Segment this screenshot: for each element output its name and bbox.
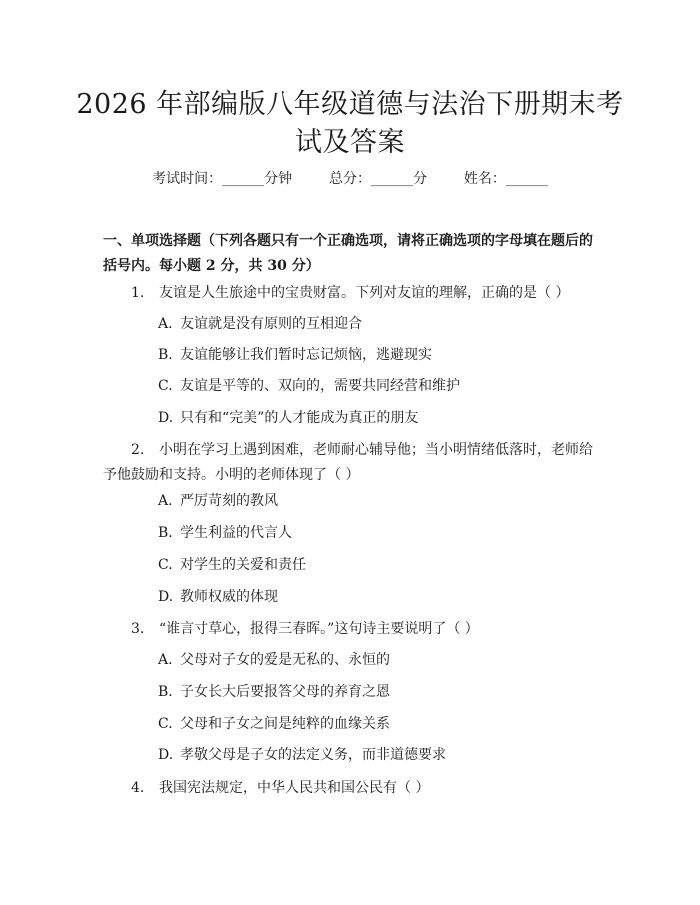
option-letter: D. [158, 410, 174, 426]
option-letter: A. [158, 652, 173, 668]
exam-time-field: 考试时间：______分钟 [152, 171, 293, 187]
document-title-line1: 2026 年部编版八年级道德与法治下册期末考 [76, 89, 624, 120]
question-3-option-c [158, 713, 390, 735]
question-1-option-c [158, 375, 460, 397]
question-1-option-d [158, 407, 418, 429]
question-1-option-a [158, 313, 362, 335]
question-number: 1. [131, 285, 145, 301]
option-text: 友谊就是没有原则的互相迎合 [180, 316, 362, 332]
option-letter: D. [158, 589, 174, 605]
option-text: 严厉苛刻的教风 [180, 493, 278, 509]
option-text: 对学生的关爱和责任 [180, 557, 306, 573]
option-text: 子女长大后要报答父母的养育之恩 [180, 684, 390, 700]
document-title-line2: 试及答案 [295, 127, 405, 158]
question-text: “谁言寸草心，报得三春晖。”这句诗主要说明了（ ） [159, 621, 479, 637]
option-letter: C. [158, 716, 173, 732]
question-text: 小明在学习上遇到困难，老师耐心辅导他；当小明情绪低落时，老师给予他鼓励和支持。小明的老师体现了（ ） [103, 442, 593, 483]
question-number: 3. [131, 621, 145, 637]
option-text: 友谊能够让我们暂时忘记烦恼，逃避现实 [180, 347, 432, 363]
question-4-stem [103, 776, 600, 801]
question-2-option-a [158, 490, 278, 512]
total-score-field: 总分：______分 [329, 171, 427, 187]
question-3-stem [103, 617, 600, 642]
option-letter: A. [158, 316, 173, 332]
question-1-stem [103, 281, 600, 306]
option-letter: B. [158, 684, 173, 700]
question-2-option-d [158, 586, 278, 608]
option-text: 父母和子女之间是纯粹的血缘关系 [180, 716, 390, 732]
question-3-option-d [158, 744, 446, 766]
question-3-option-b [158, 681, 390, 703]
option-text: 友谊是平等的、双向的，需要共同经营和维护 [180, 378, 460, 394]
option-letter: B. [158, 347, 173, 363]
question-text: 我国宪法规定，中华人民共和国公民有（ ） [159, 780, 430, 796]
option-text: 学生利益的代言人 [180, 525, 292, 541]
student-name-field: 姓名：______ [463, 171, 548, 187]
question-2-stem [103, 438, 600, 488]
question-1-option-b [158, 344, 432, 366]
option-text: 父母对子女的爱是无私的、永恒的 [180, 652, 390, 668]
question-2-option-c [158, 554, 306, 576]
option-letter: C. [158, 557, 173, 573]
question-text: 友谊是人生旅途中的宝贵财富。下列对友谊的理解，正确的是（ ） [159, 285, 570, 301]
option-text: 孝敬父母是子女的法定义务，而非道德要求 [180, 747, 446, 763]
section-heading: 一、单项选择题（下列各题只有一个正确选项，请将正确选项的字母填在题后的括号内。每小题 2 分，共 30 分） [103, 233, 593, 274]
option-letter: A. [158, 493, 173, 509]
option-letter: D. [158, 747, 174, 763]
question-3-option-a [158, 649, 390, 671]
exam-info-row [0, 168, 700, 188]
option-text: 教师权威的体现 [180, 589, 278, 605]
option-letter: C. [158, 378, 173, 394]
question-2-option-b [158, 522, 292, 544]
question-number: 2. [131, 442, 145, 458]
option-letter: B. [158, 525, 173, 541]
option-text: 只有和“完美”的人才能成为真正的朋友 [180, 410, 419, 426]
question-number: 4. [131, 780, 145, 796]
